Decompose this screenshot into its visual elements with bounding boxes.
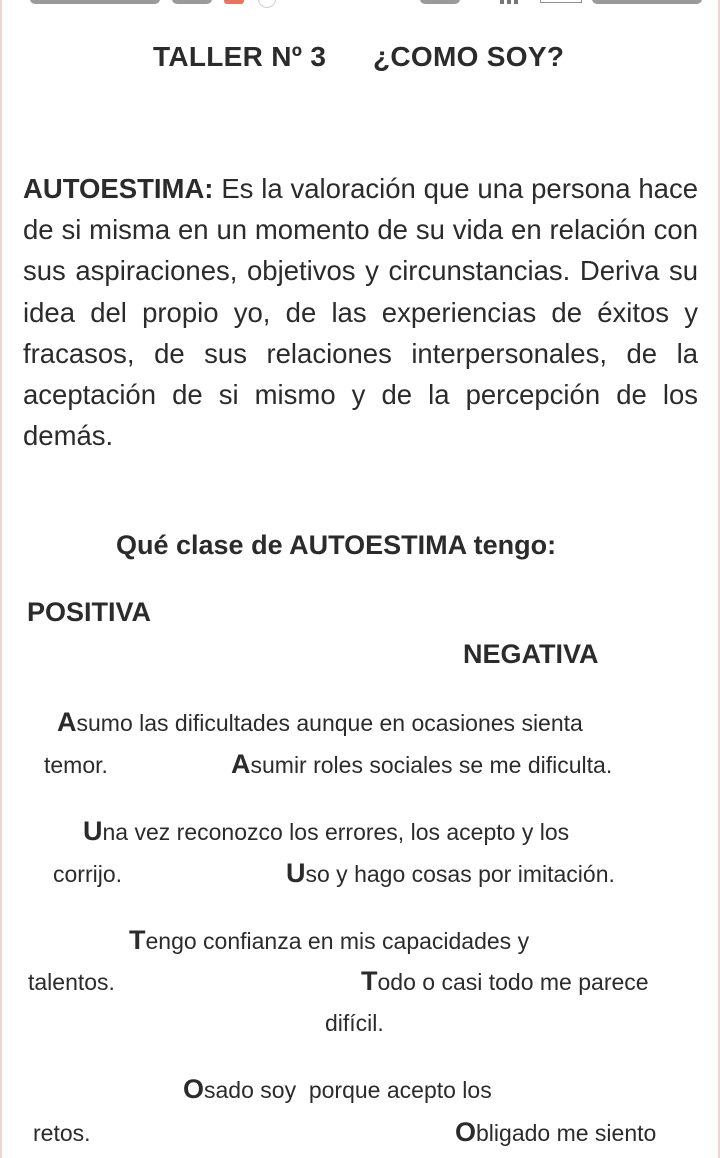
workshop-title: TALLER Nº 3 bbox=[153, 41, 327, 72]
wifi-icon bbox=[420, 0, 460, 4]
status-bar-text bbox=[172, 0, 212, 4]
acrostic-letter: O bbox=[455, 1117, 477, 1147]
signal-icon bbox=[514, 0, 518, 4]
signal-icon bbox=[500, 0, 504, 4]
negative-item-text: bligado me siento bbox=[476, 1120, 657, 1146]
positive-item-continuation: corrijo. bbox=[53, 861, 123, 887]
positive-item bbox=[57, 707, 583, 738]
negative-item-continuation: difícil. bbox=[325, 1010, 384, 1036]
notification-icon bbox=[224, 0, 244, 4]
positive-item-continuation: talentos. bbox=[28, 969, 115, 995]
acrostic-letter: O bbox=[183, 1074, 205, 1104]
positive-item-text: sumo las dificultades aunque en ocasiones sienta bbox=[76, 710, 583, 736]
acrostic-letter: U bbox=[286, 858, 306, 888]
negative-item-text: odo o casi todo me parece bbox=[377, 969, 649, 995]
status-bar bbox=[0, 0, 720, 12]
negative-item-text: sumir roles sociales se me dificulta. bbox=[250, 752, 613, 778]
acrostic-letter: A bbox=[57, 707, 77, 737]
status-bar-text bbox=[30, 0, 160, 4]
acrostic-letter: T bbox=[361, 966, 378, 996]
acrostic-letter: A bbox=[231, 749, 251, 779]
positive-item bbox=[129, 925, 529, 956]
positive-item bbox=[83, 816, 569, 847]
battery-icon bbox=[540, 0, 582, 3]
definition-term: AUTOESTIMA: bbox=[23, 173, 214, 204]
question-heading: Qué clase de AUTOESTIMA tengo: bbox=[116, 530, 557, 560]
negative-item bbox=[361, 966, 649, 997]
positive-item-continuation: retos. bbox=[33, 1120, 91, 1146]
positive-item bbox=[183, 1074, 492, 1105]
negative-item bbox=[286, 858, 615, 889]
negative-item bbox=[455, 1117, 656, 1148]
loading-icon bbox=[258, 0, 276, 8]
acrostic-letter: T bbox=[129, 925, 146, 955]
negative-item-text: so y hago cosas por imitación. bbox=[305, 861, 615, 887]
definition-paragraph bbox=[23, 168, 698, 456]
status-bar-clock bbox=[592, 0, 702, 4]
definition-text: Es la valoración que una persona hace de si misma en un momento de su vida en relación con sus aspiraciones, objetivos y circunstancias. Deriva su idea del propio yo, de las experiencias de éxitos y fracasos, de sus relaciones interpersonales, de la aceptación de si mismo y de la percepción de los demás. bbox=[23, 173, 698, 452]
acrostic-letter: U bbox=[83, 816, 103, 846]
negative-column-header: NEGATIVA bbox=[463, 639, 599, 669]
positive-item-continuation: temor. bbox=[44, 752, 108, 778]
positive-item-text: na vez reconozco los errores, los acepto y los bbox=[102, 819, 570, 845]
positive-item-text: sado soy porque acepto los bbox=[204, 1077, 492, 1103]
negative-item bbox=[231, 749, 612, 780]
page-title: ¿COMO SOY? bbox=[373, 41, 565, 72]
positive-column-header: POSITIVA bbox=[27, 597, 152, 627]
positive-item-text: engo confianza en mis capacidades y bbox=[145, 928, 530, 954]
signal-icon bbox=[507, 0, 511, 4]
